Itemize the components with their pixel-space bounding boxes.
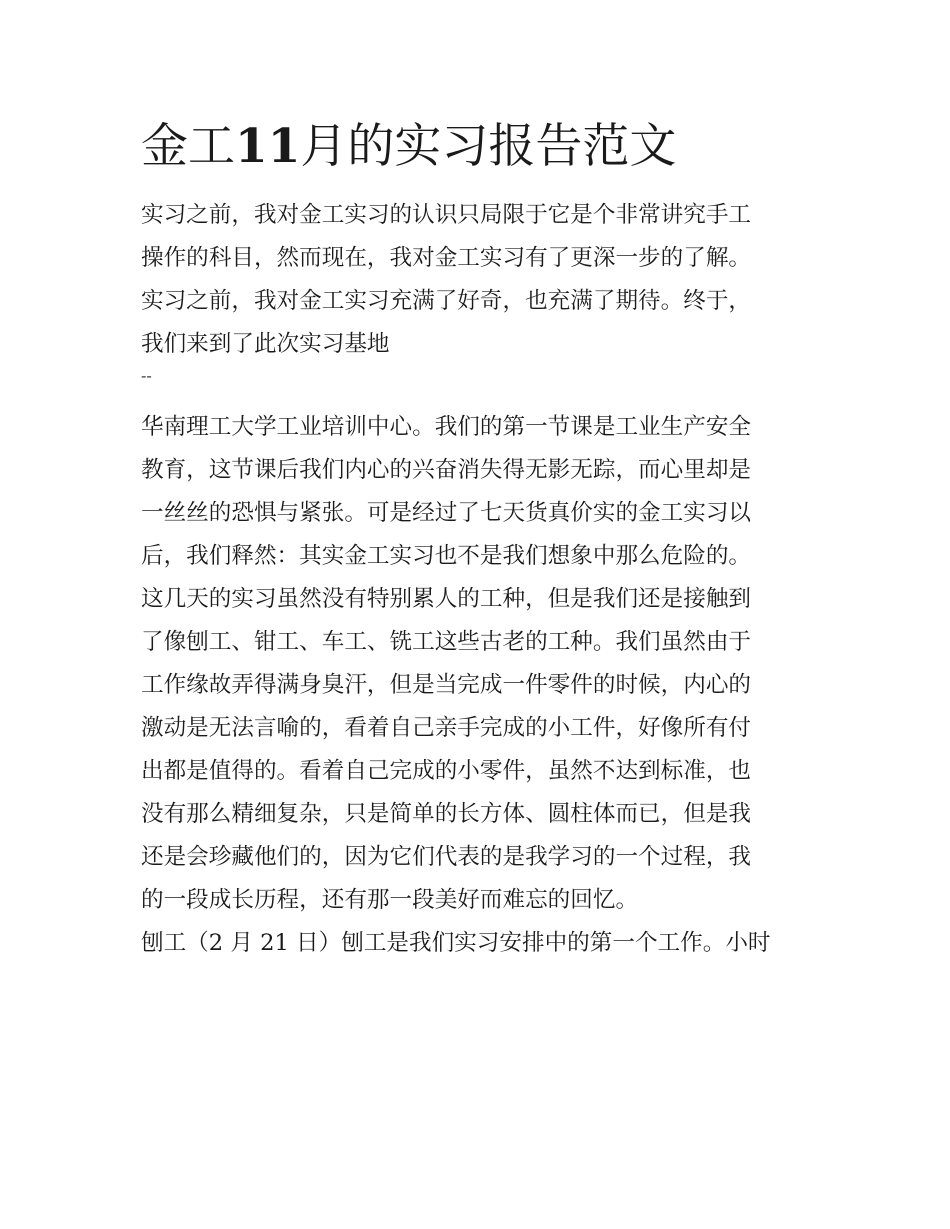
text-line: 后，我们释然：其实金工实习也不是我们想象中那么危险的。 <box>141 543 752 569</box>
paragraph-main <box>141 406 813 922</box>
separator: -- <box>141 366 152 385</box>
title-prefix: 金工 <box>141 119 235 174</box>
document-page <box>141 112 813 965</box>
text-line: 这几天的实习虽然没有特别累人的工种，但是我们还是接触到 <box>141 586 752 612</box>
text-line: 实习之前，我对金工实习的认识只局限于它是个非常讲究手工 <box>141 202 752 228</box>
text-line: 教育，这节课后我们内心的兴奋消失得无影无踪，而心里却是 <box>141 457 752 483</box>
paragraph-planing <box>141 922 813 965</box>
text-line: 出都是值得的。看着自己完成的小零件，虽然不达到标准，也 <box>141 758 752 784</box>
text-line: 操作的科目，然而现在，我对金工实习有了更深一步的了解。 <box>141 245 752 271</box>
document-title <box>141 112 813 182</box>
title-suffix: 月的实习报告范文 <box>300 119 677 174</box>
title-number: 11 <box>235 119 301 174</box>
text-line: 没有那么精细复杂，只是简单的长方体、圆柱体而已，但是我 <box>141 801 752 827</box>
text-line: 了像刨工、钳工、车工、铣工这些古老的工种。我们虽然由于 <box>141 629 752 655</box>
text-line: 刨工（2 月 21 日）刨工是我们实习安排中的第一个工作。小时 <box>141 930 771 956</box>
text-line: 还是会珍藏他们的，因为它们代表的是我学习的一个过程，我 <box>141 844 752 870</box>
text-line: 的一段成长历程，还有那一段美好而难忘的回忆。 <box>141 887 639 913</box>
text-line: 华南理工大学工业培训中心。我们的第一节课是工业生产安全 <box>141 414 752 440</box>
text-line: 我们来到了此次实习基地 <box>141 331 390 357</box>
text-line: 工作缘故弄得满身臭汗，但是当完成一件零件的时候，内心的 <box>141 672 752 698</box>
text-line: 实习之前，我对金工实习充满了好奇，也充满了期待。终于， <box>141 288 752 314</box>
text-line: 激动是无法言喻的，看着自己亲手完成的小工件，好像所有付 <box>141 715 752 741</box>
text-line: 一丝丝的恐惧与紧张。可是经过了七天货真价实的金工实习以 <box>141 500 752 526</box>
paragraph-intro <box>141 194 813 366</box>
